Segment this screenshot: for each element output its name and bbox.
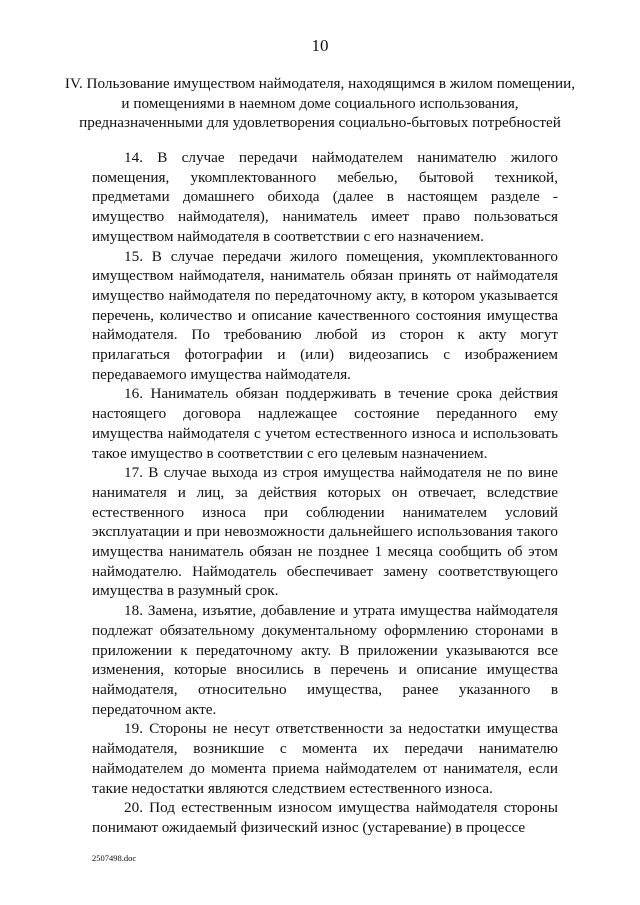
paragraph-18: 18. Замена, изъятие, добавление и утрата имущества наймодателя подлежат обязательному документальному оформлению сторонами в приложении к передаточному акту. В приложении указываются все изменения, которые вносились в перечень и описание имущества наймодателя, относительно имущества, ранее указанного в передаточном акте. [92,602,558,718]
paragraph-14: 14. В случае передачи наймодателем нанимателю жилого помещения, укомплектованного мебелью, бытовой техникой, предметами домашнего обихода (далее в настоящем разделе - имущество наймодателя), наниматель имеет право пользоваться имуществом наймодателя в соответствии с его назначением. [92,149,558,245]
page-number: 10 [311,36,329,55]
paragraph-17: 17. В случае выхода из строя имущества наймодателя не по вине нанимателя и лиц, за действия которых он отвечает, вследствие естественного износа при соблюдении нанимателем условий эксплуатации и при невозможности дальнейшего использования такого имущества наниматель обязан не позднее 1 месяца сообщить об этом наймодателю. Наймодатель обеспечивает замену соответствующего имущества в разумный срок. [92,464,558,600]
paragraph-15: 15. В случае передачи жилого помещения, укомплектованного имуществом наймодателя, наниматель обязан принять от наймодателя имущество наймодателя по передаточному акту, в котором указывается перечень, количество и описание качественного состояния имущества наймодателя. По требованию любой из сторон к акту могут прилагаться фотографии и (или) видеозапись с изображением передаваемого имущества наймодателя. [92,247,558,383]
paragraph-19: 19. Стороны не несут ответственности за недостатки имущества наймодателя, возникшие с момента их передачи нанимателю наймодателем до момента приема наймодателем от нанимателя, если такие недостатки являются следствием естественного износа. [92,720,558,797]
section-heading: IV. Пользование имуществом наймодателя, находящимся в жилом помещении, и помещениями в наемном доме социального использования, предназначенными для удовлетворения социально-бытовых потребностей [64,75,576,131]
paragraph-16: 16. Наниматель обязан поддерживать в течение срока действия настоящего договора надлежащее состояние переданного ему имущества наймодателя с учетом естественного износа и использовать такое имущество в соответствии с его целевым назначением. [92,385,558,462]
paragraph-20: 20. Под естественным износом имущества наймодателя стороны понимают ожидаемый физический износ (устаревание) в процессе [92,799,558,836]
document-body [92,148,558,838]
footer-filename: 2507498.doc [92,853,137,863]
